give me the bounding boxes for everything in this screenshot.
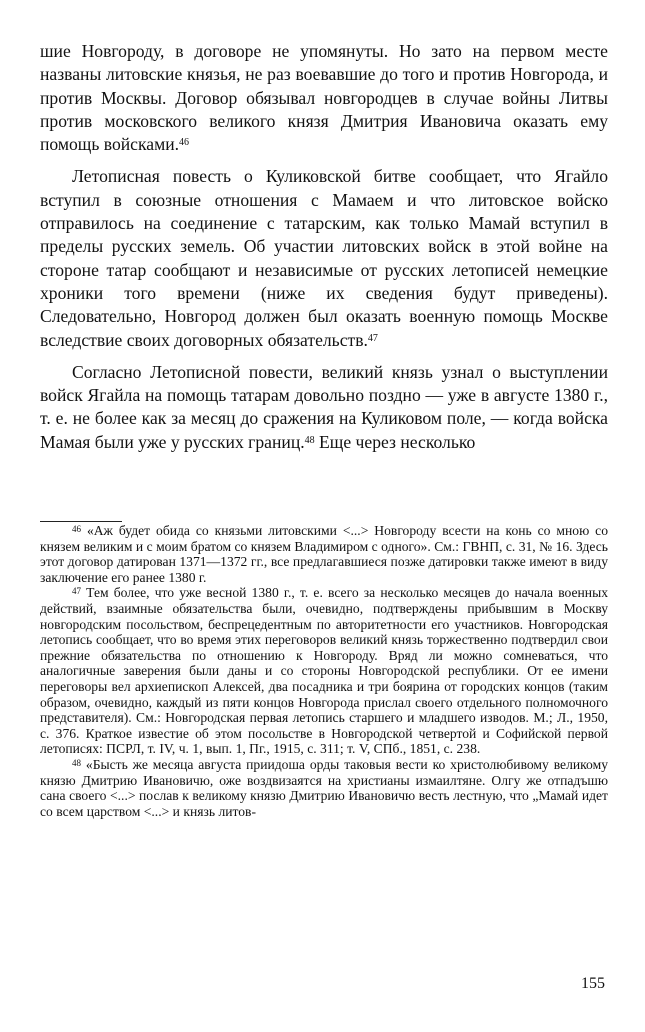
footnote-text: «Бысть же месяца августа приидоша орды таковыя вести ко христолюбивому великому князю Дмитрию Ивановичю, оже воздвизаятся на христианы измаилтяне. Олгу же отпадъшю сана своего <...> послав к великому князю Дмитрию Ивановичю весть лестную, что „Мамай идет со всем царством <...> и князь литов-	[40, 756, 608, 819]
page-number: 155	[581, 975, 605, 992]
paragraph-3	[40, 361, 608, 454]
footnote-separator	[40, 521, 122, 522]
footnote-ref-48: 48	[304, 434, 315, 446]
footnote-number: 48	[72, 757, 81, 768]
paragraph-2-text: Летописная повесть о Куликовской битве сообщает, что Ягайло вступил в союзные отношения с Мамаем и что литовское войско отправилось на соединение с татарским, как только Мамай вступил в пределы русских земель. Об участии литовских войск в этой войне на стороне татар сообщают и независимые от русских летописей немецкие хроники того времени (ниже их сведения будут приведены). Следовательно, Новгород должен был оказать военную помощь Москве вследствие своих договорных обязательств.	[40, 166, 608, 350]
footnote-48	[40, 757, 608, 819]
footnote-number: 47	[72, 586, 81, 597]
paragraph-3-tail: Еще через несколько	[314, 431, 476, 452]
paragraph-2	[40, 165, 608, 351]
footnotes	[40, 523, 608, 819]
footnote-ref-47: 47	[367, 332, 378, 344]
footnote-ref-46: 46	[179, 137, 190, 149]
paragraph-1	[40, 40, 608, 156]
footnote-number: 46	[72, 524, 81, 534]
paragraph-1-text: шие Новгороду, в договоре не упомянуты. Но зато на первом месте названы литовские князья, не раз воевавшие до того и против Новгорода, и против Москвы. Договор обязывал новгородцев в случае войны Литвы против московского великого князя Дмитрия Ивановича оказать ему помощь войсками.	[40, 41, 608, 155]
footnote-text: «Аж будет обида со князьми литовскими <...> Новгороду всести на конь со мною со князем великим и с моим братом со князем Владимиром с одного». См.: ГВНП, с. 31, № 16. Здесь этот договор датирован 1371—1372 гг., все предлагавшиеся позже датировки также имеют в виду заключение его ранее 1380 г.	[40, 523, 608, 585]
footnote-text: Тем более, что уже весной 1380 г., т. е. всего за несколько месяцев до начала военных действий, взаимные обязательства были, очевидно, подтверждены прибывшим в Москву новгородским посольством, беспрецедентным по авторитетности его участников. Новгородская летопись сообщает, что во время этих переговоров великий князь торжественно подтвердил свои прежние обязательства по отношению к Новгороду. Вряд ли можно сомневаться, что аналогичные заверения были даны и со стороны Новгородской республики. От ее имени переговоры вел архиепископ Алексей, два посадника и три боярина от городских концов (таким образом, очевидно, каждый из пяти концов Новгорода прислал своего отдельного полномочного представителя). См.: Новгородская первая летопись старшего и младшего изводов. М.; Л., 1950, с. 376. Краткое известие об этом посольстве в Новгородской четвертой и Софийской первой летописях: ПСРЛ, т. IV, ч. 1, вып. 1, Пг., 1915, с. 311; т. V, СПб., 1851, с. 238.	[40, 585, 608, 757]
footnote-46	[40, 523, 608, 585]
footnote-47	[40, 585, 608, 757]
paragraph-3-text: Согласно Летописной повести, великий князь узнал о выступлении войск Ягайла на помощь татарам довольно поздно — уже в августе 1380 г., т. е. не более как за месяц до сражения на Куликовом поле, — когда войска Мамая были уже у русских границ.	[40, 361, 608, 452]
main-text	[40, 40, 608, 454]
